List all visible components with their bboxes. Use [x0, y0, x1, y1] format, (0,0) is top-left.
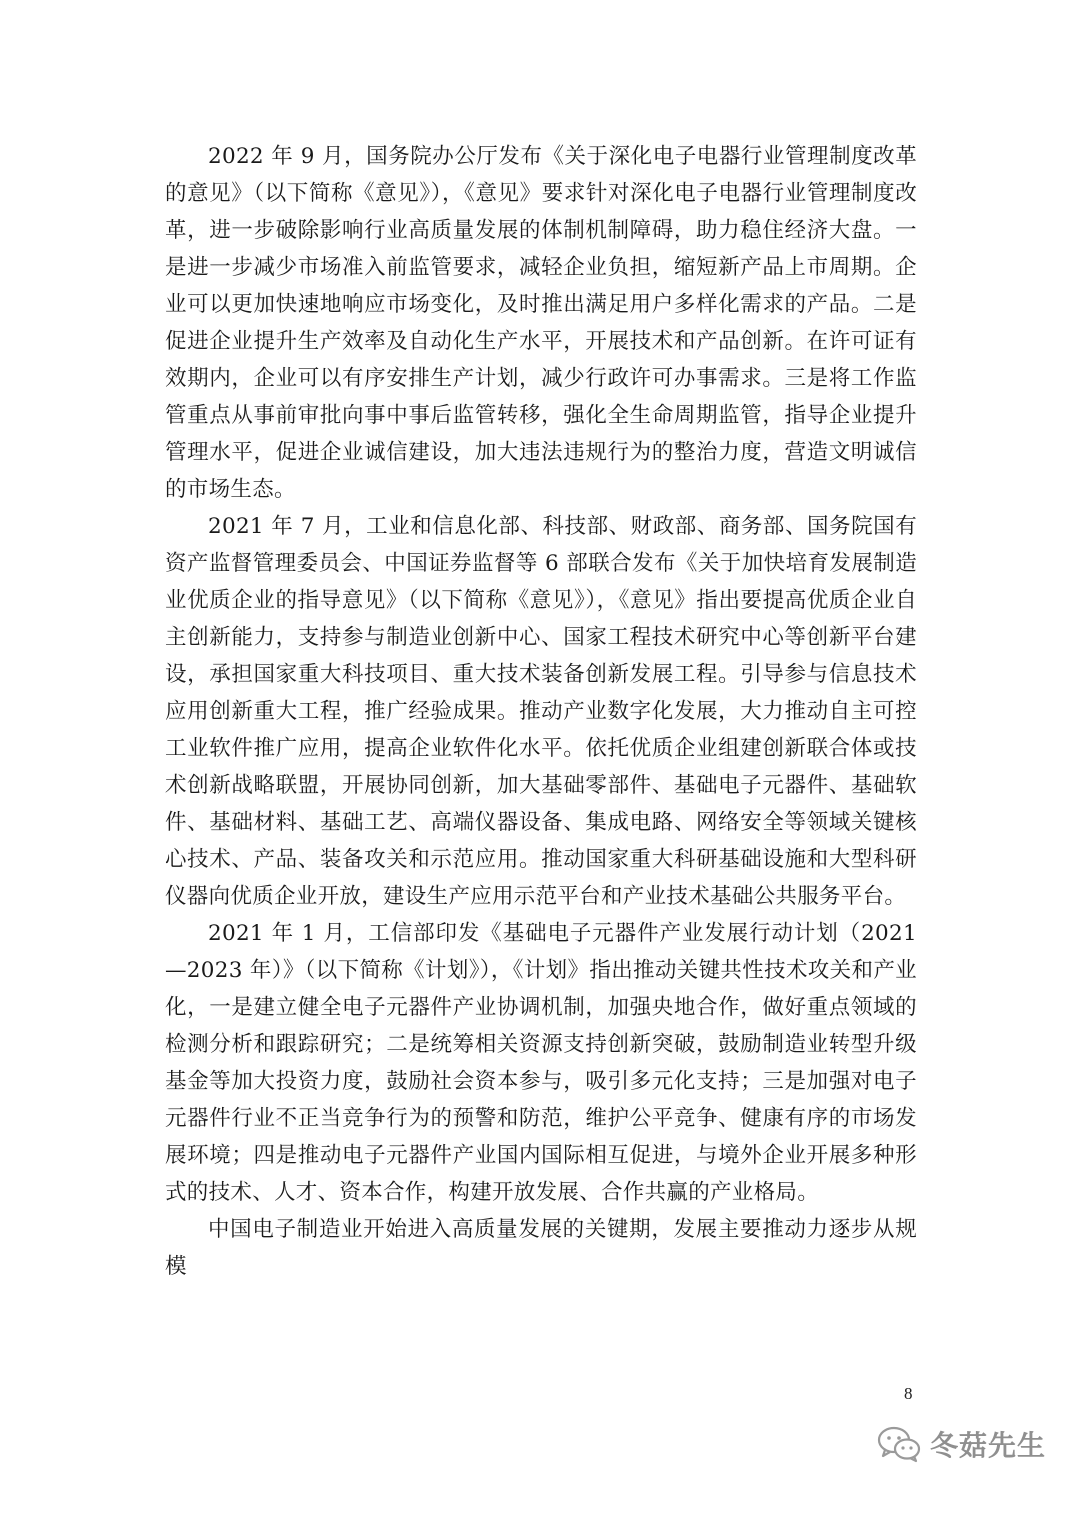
paragraph: 中国电子制造业开始进入高质量发展的关键期，发展主要推动力逐步从规模	[165, 1217, 917, 1279]
watermark-text: 冬菇先生	[930, 1429, 1047, 1462]
paragraph: 2022 年 9 月，国务院办公厅发布《关于深化电子电器行业管理制度改革的意见》（以下简称《意见》），《意见》要求针对深化电子电器行业管理制度改革，进一步破除影响行业高质量发展的体制机制障碍，助力稳住经济大盘。一是进一步减少市场准入前监管要求，减轻企业负担，缩短新产品上市周期。企业可以更加快速地响应市场变化，及时推出满足用户多样化需求的产品。二是促进企业提升生产效率及自动化生产水平，开展技术和产品创新。在许可证有效期内，企业可以有序安排生产计划，减少行政许可办事需求。三是将工作监管重点从事前审批向事中事后监管转移，强化全生命周期监管，指导企业提升管理水平，促进企业诚信建设，加大违法违规行为的整治力度，营造文明诚信的市场生态。	[165, 144, 917, 502]
paragraph: 2021 年 7 月，工业和信息化部、科技部、财政部、商务部、国务院国有资产监督管理委员会、中国证券监督等 6 部联合发布《关于加快培育发展制造业优质企业的指导意见》（以下简称《意见》），《意见》指出要提高优质企业自主创新能力，支持参与制造业创新中心、国家工程技术研究中心等创新平台建设，承担国家重大科技项目、重大技术装备创新发展工程。引导参与信息技术应用创新重大工程，推广经验成果。推动产业数字化发展，大力推动自主可控工业软件推广应用，提高企业软件化水平。依托优质企业组建创新联合体或技术创新战略联盟，开展协同创新，加大基础零部件、基础电子元器件、基础软件、基础材料、基础工艺、高端仪器设备、集成电路、网络安全等领域关键核心技术、产品、装备攻关和示范应用。推动国家重大科研基础设施和大型科研仪器向优质企业开放，建设生产应用示范平台和产业技术基础公共服务平台。	[165, 514, 917, 909]
page-number: 8	[904, 1384, 913, 1403]
watermark	[876, 1424, 1046, 1464]
paragraph: 2021 年 1 月，工信部印发《基础电子元器件产业发展行动计划（2021—2023 年）》（以下简称《计划》），《计划》指出推动关键共性技术攻关和产业化，一是建立健全电子元器件产业协调机制，加强央地合作，做好重点领域的检测分析和跟踪研究；二是统筹相关资源支持创新突破，鼓励制造业转型升级基金等加大投资力度，鼓励社会资本参与，吸引多元化支持；三是加强对电子元器件行业不正当竞争行为的预警和防范，维护公平竞争、健康有序的市场发展环境；四是推动电子元器件产业国内国际相互促进，与境外企业开展多种形式的技术、人才、资本合作，构建开放发展、合作共赢的产业格局。	[165, 921, 917, 1205]
document-body	[165, 138, 917, 1285]
wechat-icon	[876, 1424, 922, 1464]
